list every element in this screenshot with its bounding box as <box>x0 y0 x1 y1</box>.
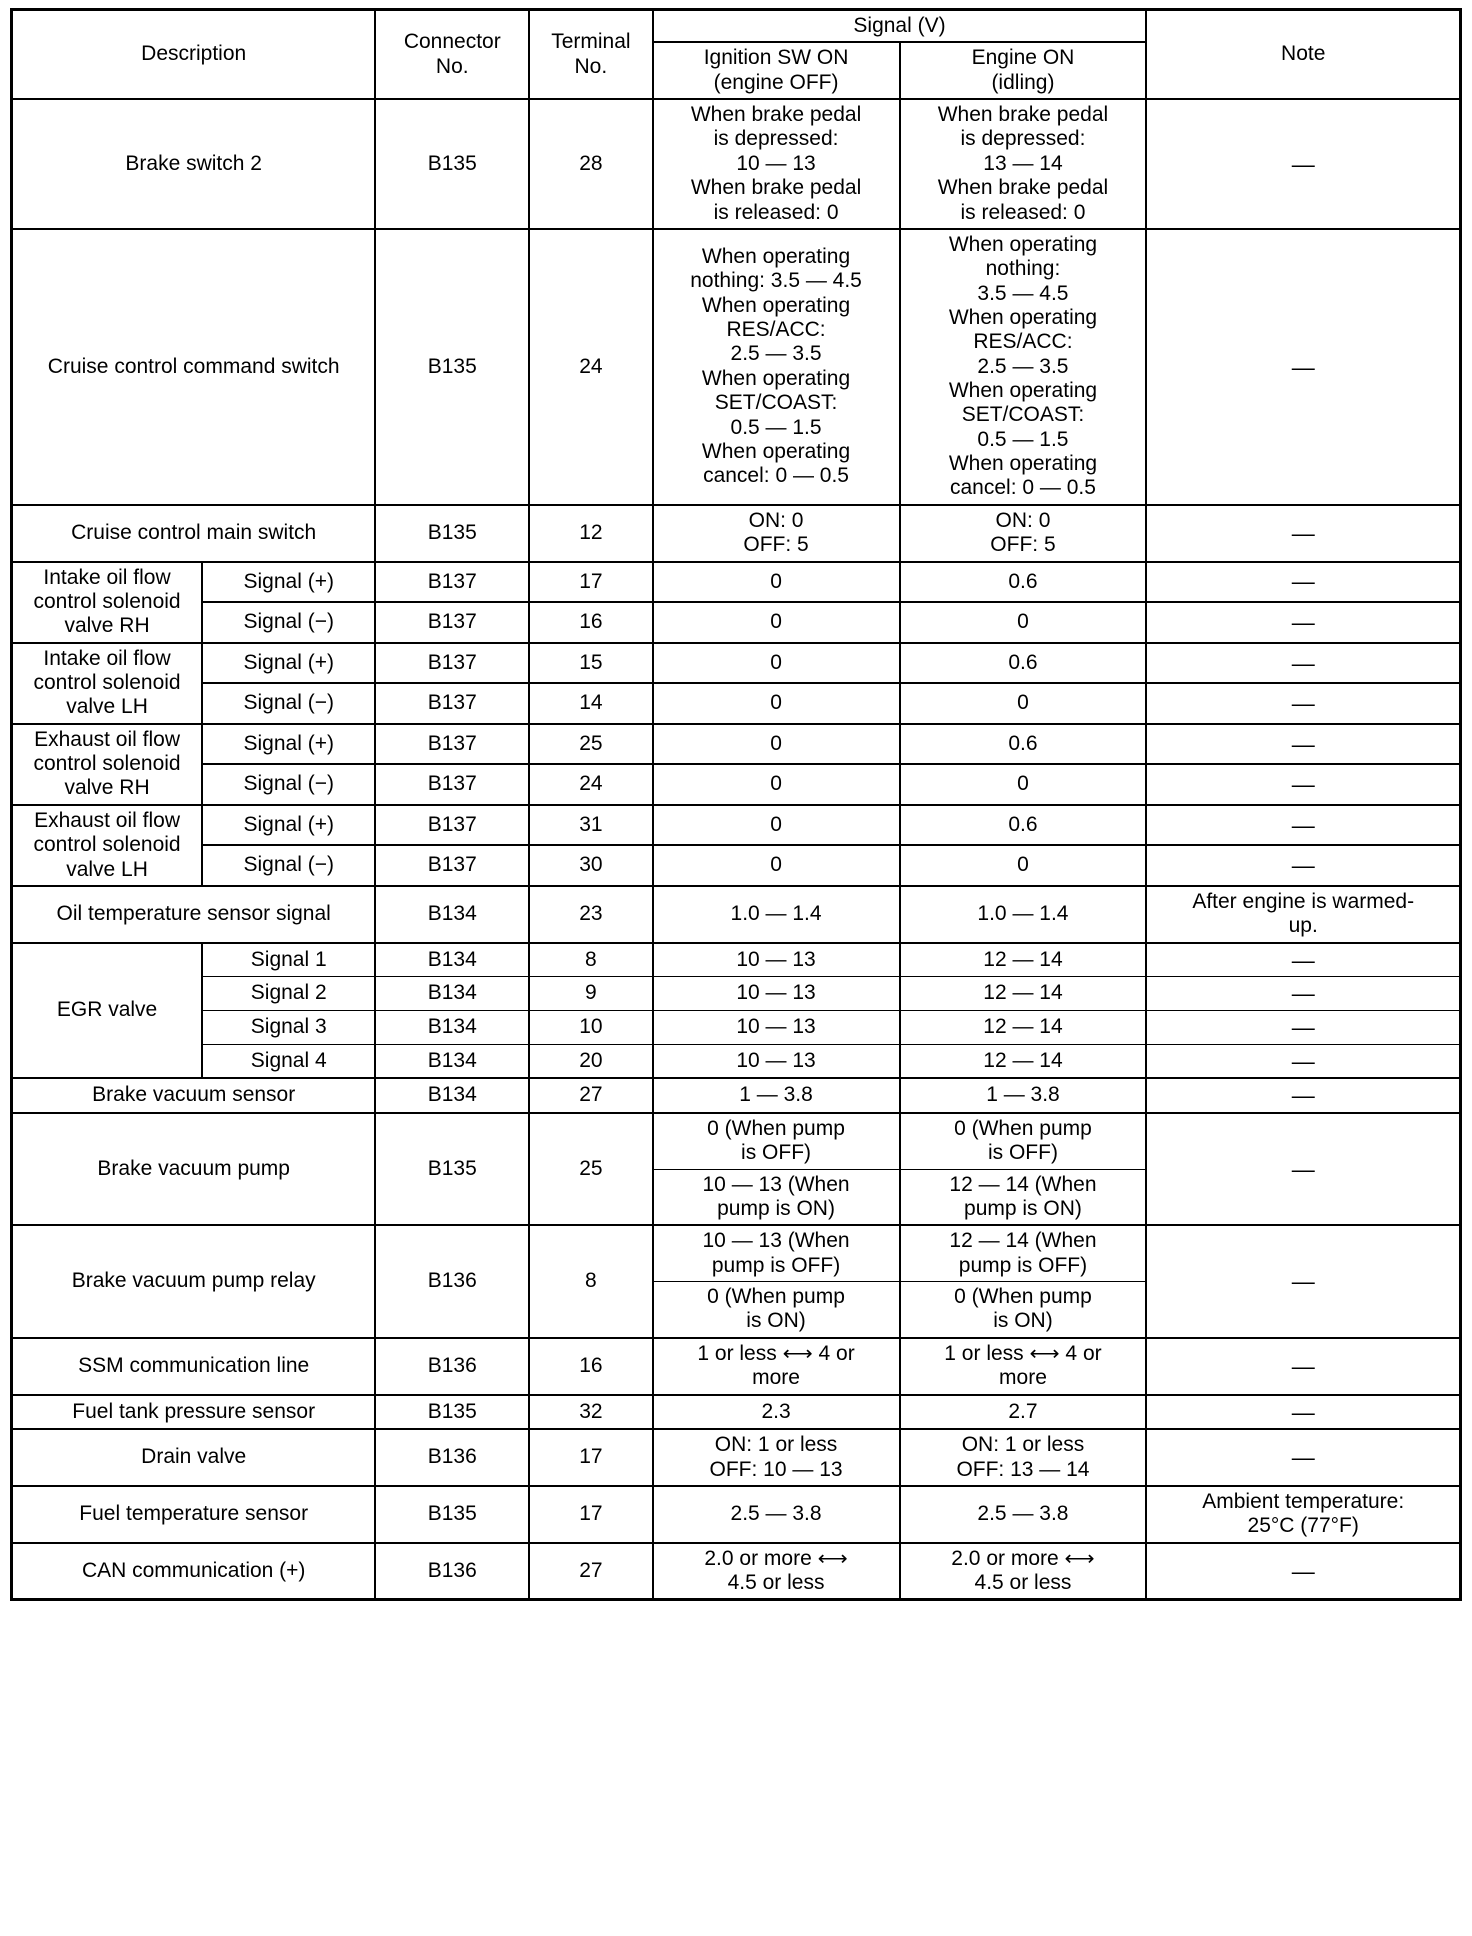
signal-engine-value <box>900 505 1147 562</box>
line: SET/COAST: <box>961 403 1085 427</box>
sub-label-signal: Signal 1 <box>202 943 375 977</box>
table-row <box>12 886 1461 943</box>
line: pump is ON) <box>717 1197 835 1221</box>
signal-engine-value: 2.7 <box>900 1395 1147 1430</box>
note-value: — <box>1146 1395 1460 1430</box>
sub-label-signal-minus: Signal (−) <box>202 764 375 805</box>
terminal-value: 30 <box>529 845 652 886</box>
signal-engine-value: 0 <box>900 845 1147 886</box>
header-signal-engine <box>900 42 1147 99</box>
sub-label-signal: Signal 4 <box>202 1044 375 1078</box>
note-value: — <box>1146 1044 1460 1078</box>
table-row <box>12 1429 1461 1486</box>
table-row <box>12 1044 1461 1078</box>
header-terminal-line1: Terminal <box>551 30 631 54</box>
row-label-brake-vacuum-sensor: Brake vacuum sensor <box>12 1078 376 1113</box>
signal-engine-value: 0.6 <box>900 562 1147 603</box>
line: 0 (When pump <box>707 1285 845 1309</box>
sub-label-signal: Signal 2 <box>202 977 375 1011</box>
signal-engine-value <box>900 1543 1147 1600</box>
line: valve RH <box>64 776 150 800</box>
line: pump is OFF) <box>958 1253 1088 1277</box>
line: When brake pedal <box>690 103 862 127</box>
table-row <box>12 1078 1461 1113</box>
note-value: — <box>1146 643 1460 684</box>
line: nothing: 3.5 — 4.5 <box>690 269 862 293</box>
signal-engine-value: 1.0 — 1.4 <box>900 886 1147 943</box>
terminal-value: 16 <box>529 1338 652 1395</box>
note-value <box>1146 886 1460 943</box>
line: pump is OFF) <box>711 1253 841 1277</box>
connector-value: B135 <box>375 1395 529 1430</box>
row-label-fuel-temperature-sensor: Fuel temperature sensor <box>12 1486 376 1543</box>
line: When operating <box>701 366 851 390</box>
signal-engine-value <box>900 229 1147 505</box>
line: When operating <box>701 439 851 463</box>
terminal-value: 17 <box>529 1486 652 1543</box>
line: OFF: 5 <box>743 533 809 557</box>
row-label-can-communication-plus: CAN communication (+) <box>12 1543 376 1600</box>
terminal-value: 27 <box>529 1078 652 1113</box>
signal-engine-value: 0 <box>900 683 1147 724</box>
terminal-value: 31 <box>529 805 652 846</box>
signal-ignition-value <box>653 1169 900 1225</box>
signal-engine-value: 2.5 — 3.8 <box>900 1486 1147 1543</box>
table-row <box>12 1338 1461 1395</box>
signal-ignition-value: 1.0 — 1.4 <box>653 886 900 943</box>
signal-ignition-value: 10 — 13 <box>653 977 900 1011</box>
line: 12 — 14 (When <box>949 1172 1097 1196</box>
line: When operating <box>701 245 851 269</box>
signal-engine-value <box>900 1338 1147 1395</box>
line: is depressed: <box>960 127 1086 151</box>
line: nothing: <box>985 257 1061 281</box>
connector-value: B134 <box>375 977 529 1011</box>
connector-value: B137 <box>375 764 529 805</box>
line: is released: 0 <box>713 200 839 224</box>
terminal-value: 14 <box>529 683 652 724</box>
terminal-value: 28 <box>529 99 652 229</box>
signal-ignition-value: 0 <box>653 683 900 724</box>
line: control solenoid <box>33 752 181 776</box>
row-label-brake-vacuum-pump-relay: Brake vacuum pump relay <box>12 1225 376 1337</box>
signal-engine-value <box>900 1225 1147 1281</box>
line: is OFF) <box>741 1141 812 1165</box>
signal-engine-value: 0 <box>900 764 1147 805</box>
sub-label-signal-plus: Signal (+) <box>202 724 375 765</box>
line: OFF: 10 — 13 <box>709 1457 843 1481</box>
row-label-intake-oil-flow-lh <box>12 643 203 724</box>
connector-value: B137 <box>375 805 529 846</box>
signal-ignition-value: 10 — 13 <box>653 943 900 977</box>
table-row <box>12 505 1461 562</box>
note-value: — <box>1146 764 1460 805</box>
note-value: — <box>1146 602 1460 643</box>
signal-engine-value: 0 <box>900 602 1147 643</box>
signal-engine-value: 0.6 <box>900 643 1147 684</box>
line: Ambient temperature: <box>1202 1489 1405 1513</box>
signal-ignition-value: 2.3 <box>653 1395 900 1430</box>
row-label-cruise-command-switch: Cruise control command switch <box>12 229 376 505</box>
connector-value: B135 <box>375 1113 529 1225</box>
line: 0.5 — 1.5 <box>977 427 1069 451</box>
sub-label-signal-minus: Signal (−) <box>202 683 375 724</box>
signal-ignition-value <box>653 1113 900 1169</box>
terminal-value: 8 <box>529 943 652 977</box>
line: 25°C (77°F) <box>1247 1514 1359 1538</box>
note-value: — <box>1146 943 1460 977</box>
connector-value: B137 <box>375 845 529 886</box>
note-value: — <box>1146 977 1460 1011</box>
terminal-value: 16 <box>529 602 652 643</box>
line: 3.5 — 4.5 <box>977 281 1069 305</box>
connector-value: B135 <box>375 99 529 229</box>
signal-ignition-value: 0 <box>653 764 900 805</box>
line: When operating <box>701 293 851 317</box>
signal-engine-value <box>900 1169 1147 1225</box>
line: When operating <box>948 232 1098 256</box>
table-row <box>12 764 1461 805</box>
sub-label-signal-plus: Signal (+) <box>202 643 375 684</box>
signal-ignition-value <box>653 1429 900 1486</box>
connector-value: B135 <box>375 1486 529 1543</box>
line: When brake pedal <box>937 176 1109 200</box>
connector-value: B136 <box>375 1429 529 1486</box>
note-value: — <box>1146 724 1460 765</box>
table-row <box>12 845 1461 886</box>
note-value: — <box>1146 1078 1460 1113</box>
header-signal-engine-line1: Engine ON <box>971 46 1075 70</box>
table-row <box>12 805 1461 846</box>
header-signal-group: Signal (V) <box>653 10 1147 43</box>
signal-ignition-value <box>653 1225 900 1281</box>
signal-ignition-value: 0 <box>653 845 900 886</box>
connector-value: B136 <box>375 1225 529 1337</box>
connector-value: B134 <box>375 886 529 943</box>
line: is ON) <box>993 1309 1053 1333</box>
ecm-terminal-signal-table <box>10 8 1462 1601</box>
line: 4.5 or less <box>974 1571 1072 1594</box>
header-signal-ignition-line1: Ignition SW ON <box>703 46 849 70</box>
terminal-value: 24 <box>529 229 652 505</box>
line: 10 — 13 <box>736 151 816 175</box>
signal-ignition-value: 0 <box>653 602 900 643</box>
note-value: — <box>1146 505 1460 562</box>
terminal-value: 20 <box>529 1044 652 1078</box>
line: When operating <box>948 379 1098 403</box>
table-body <box>12 99 1461 1600</box>
line: 13 — 14 <box>983 151 1063 175</box>
line: 2.0 or more ⟷ <box>704 1546 848 1570</box>
line: Intake oil flow <box>43 565 171 589</box>
table-row <box>12 1225 1461 1281</box>
line: 0 (When pump <box>707 1116 845 1140</box>
terminal-value: 9 <box>529 977 652 1011</box>
line: When operating <box>948 305 1098 329</box>
sub-label-signal-plus: Signal (+) <box>202 805 375 846</box>
table-row <box>12 1395 1461 1430</box>
row-label-drain-valve: Drain valve <box>12 1429 376 1486</box>
line: up. <box>1288 914 1318 938</box>
line: ON: 0 <box>748 508 804 532</box>
sub-label-signal-minus: Signal (−) <box>202 845 375 886</box>
row-label-intake-oil-flow-rh <box>12 562 203 643</box>
table-row <box>12 643 1461 684</box>
table-row <box>12 1113 1461 1169</box>
line: Exhaust oil flow <box>34 727 180 751</box>
line: RES/ACC: <box>726 318 826 342</box>
line: 2.5 — 3.5 <box>730 342 822 366</box>
table-row <box>12 562 1461 603</box>
signal-ignition-value: 0 <box>653 562 900 603</box>
table-row <box>12 1010 1461 1044</box>
note-value: — <box>1146 1543 1460 1600</box>
terminal-value: 15 <box>529 643 652 684</box>
signal-ignition-value: 0 <box>653 643 900 684</box>
signal-engine-value: 0.6 <box>900 805 1147 846</box>
line: is OFF) <box>987 1141 1058 1165</box>
table-row <box>12 943 1461 977</box>
signal-ignition-value <box>653 1543 900 1600</box>
connector-value: B137 <box>375 602 529 643</box>
table-row <box>12 724 1461 765</box>
note-value: — <box>1146 683 1460 724</box>
line: When brake pedal <box>937 103 1109 127</box>
line: is depressed: <box>713 127 839 151</box>
signal-ignition-value <box>653 505 900 562</box>
connector-value: B137 <box>375 724 529 765</box>
line: OFF: 5 <box>990 533 1056 557</box>
header-signal-engine-line2: (idling) <box>991 70 1055 94</box>
table-row <box>12 602 1461 643</box>
table-row <box>12 1486 1461 1543</box>
note-value: — <box>1146 805 1460 846</box>
note-value: — <box>1146 99 1460 229</box>
row-label-ssm-communication-line: SSM communication line <box>12 1338 376 1395</box>
signal-engine-value <box>900 1282 1147 1338</box>
header-note: Note <box>1146 10 1460 100</box>
line: 4.5 or less <box>727 1571 825 1594</box>
line: 10 — 13 (When <box>702 1172 850 1196</box>
row-label-egr-valve: EGR valve <box>12 943 203 1079</box>
signal-engine-value: 0.6 <box>900 724 1147 765</box>
line: OFF: 13 — 14 <box>956 1457 1090 1481</box>
row-label-exhaust-oil-flow-lh <box>12 805 203 886</box>
signal-ignition-value <box>653 229 900 505</box>
signal-ignition-value: 10 — 13 <box>653 1010 900 1044</box>
signal-ignition-value: 2.5 — 3.8 <box>653 1486 900 1543</box>
connector-value: B137 <box>375 643 529 684</box>
header-terminal-line2: No. <box>574 54 608 78</box>
connector-value: B137 <box>375 683 529 724</box>
header-connector-line1: Connector <box>403 30 501 54</box>
signal-engine-value: 12 — 14 <box>900 1010 1147 1044</box>
line: 0 (When pump <box>954 1285 1092 1309</box>
connector-value: B136 <box>375 1338 529 1395</box>
line: cancel: 0 — 0.5 <box>703 464 849 488</box>
row-label-oil-temperature-sensor: Oil temperature sensor signal <box>12 886 376 943</box>
connector-value: B134 <box>375 1044 529 1078</box>
line: 12 — 14 (When <box>949 1229 1097 1253</box>
connector-value: B135 <box>375 229 529 505</box>
table-header <box>12 10 1461 100</box>
signal-ignition-value: 10 — 13 <box>653 1044 900 1078</box>
terminal-value: 17 <box>529 1429 652 1486</box>
line: more <box>752 1366 800 1390</box>
sub-label-signal-plus: Signal (+) <box>202 562 375 603</box>
line: cancel: 0 — 0.5 <box>950 476 1096 500</box>
header-connector-no <box>375 10 529 100</box>
terminal-value: 17 <box>529 562 652 603</box>
line: RES/ACC: <box>973 330 1073 354</box>
sub-label-signal: Signal 3 <box>202 1010 375 1044</box>
signal-engine-value <box>900 1429 1147 1486</box>
line: 0 (When pump <box>954 1116 1092 1140</box>
line: valve LH <box>66 695 148 719</box>
signal-ignition-value <box>653 1282 900 1338</box>
terminal-value: 10 <box>529 1010 652 1044</box>
note-value <box>1146 1486 1460 1543</box>
row-label-brake-vacuum-pump: Brake vacuum pump <box>12 1113 376 1225</box>
note-value: — <box>1146 1429 1460 1486</box>
line: valve LH <box>66 857 148 881</box>
terminal-value: 8 <box>529 1225 652 1337</box>
terminal-value: 23 <box>529 886 652 943</box>
header-signal-ignition <box>653 42 900 99</box>
line: 1 or less ⟷ 4 or <box>697 1341 855 1365</box>
table-row <box>12 683 1461 724</box>
line: 1 or less ⟷ 4 or <box>944 1341 1102 1365</box>
connector-value: B136 <box>375 1543 529 1600</box>
terminal-value: 25 <box>529 1113 652 1225</box>
note-value: — <box>1146 1010 1460 1044</box>
row-label-cruise-main-switch: Cruise control main switch <box>12 505 376 562</box>
signal-engine-value <box>900 99 1147 229</box>
connector-value: B137 <box>375 562 529 603</box>
note-value: — <box>1146 1338 1460 1395</box>
terminal-value: 27 <box>529 1543 652 1600</box>
row-label-fuel-tank-pressure-sensor: Fuel tank pressure sensor <box>12 1395 376 1430</box>
header-description: Description <box>12 10 376 100</box>
terminal-value: 12 <box>529 505 652 562</box>
header-signal-ignition-line2: (engine OFF) <box>713 70 839 94</box>
note-value: — <box>1146 1225 1460 1337</box>
line: Intake oil flow <box>43 646 171 670</box>
header-terminal-no <box>529 10 652 100</box>
line: ON: 0 <box>995 508 1051 532</box>
table-row <box>12 99 1461 229</box>
line: valve RH <box>64 614 150 638</box>
line: 0.5 — 1.5 <box>730 415 822 439</box>
terminal-value: 32 <box>529 1395 652 1430</box>
signal-ignition-value <box>653 1338 900 1395</box>
signal-ignition-value <box>653 99 900 229</box>
row-label-exhaust-oil-flow-rh <box>12 724 203 805</box>
signal-engine-value <box>900 1113 1147 1169</box>
line: is released: 0 <box>960 200 1086 224</box>
table-row <box>12 229 1461 505</box>
line: control solenoid <box>33 589 181 613</box>
line: When operating <box>948 452 1098 476</box>
line: more <box>999 1366 1047 1390</box>
signal-engine-value: 12 — 14 <box>900 1044 1147 1078</box>
line: 2.5 — 3.5 <box>977 354 1069 378</box>
line: ON: 1 or less <box>714 1433 838 1457</box>
terminal-value: 25 <box>529 724 652 765</box>
connector-value: B134 <box>375 1078 529 1113</box>
note-value: — <box>1146 562 1460 603</box>
row-label-brake-switch-2: Brake switch 2 <box>12 99 376 229</box>
line: control solenoid <box>33 833 181 857</box>
line: 10 — 13 (When <box>702 1229 850 1253</box>
sub-label-signal-minus: Signal (−) <box>202 602 375 643</box>
signal-ignition-value: 1 — 3.8 <box>653 1078 900 1113</box>
terminal-value: 24 <box>529 764 652 805</box>
header-row-1 <box>12 10 1461 43</box>
note-value: — <box>1146 229 1460 505</box>
line: ON: 1 or less <box>961 1433 1085 1457</box>
line: is ON) <box>746 1309 806 1333</box>
note-value: — <box>1146 845 1460 886</box>
line: When brake pedal <box>690 176 862 200</box>
signal-ignition-value: 0 <box>653 724 900 765</box>
line: 2.0 or more ⟷ <box>951 1546 1095 1570</box>
connector-value: B134 <box>375 1010 529 1044</box>
table-row <box>12 977 1461 1011</box>
line: SET/COAST: <box>714 391 838 415</box>
table-row <box>12 1543 1461 1600</box>
signal-ignition-value: 0 <box>653 805 900 846</box>
signal-engine-value: 12 — 14 <box>900 977 1147 1011</box>
line: control solenoid <box>33 670 181 694</box>
note-value: — <box>1146 1113 1460 1225</box>
header-connector-line2: No. <box>435 54 469 78</box>
signal-engine-value: 12 — 14 <box>900 943 1147 977</box>
connector-value: B135 <box>375 505 529 562</box>
line: After engine is warmed- <box>1192 889 1415 913</box>
line: pump is ON) <box>964 1197 1082 1221</box>
line: Exhaust oil flow <box>34 808 180 832</box>
signal-engine-value: 1 — 3.8 <box>900 1078 1147 1113</box>
connector-value: B134 <box>375 943 529 977</box>
